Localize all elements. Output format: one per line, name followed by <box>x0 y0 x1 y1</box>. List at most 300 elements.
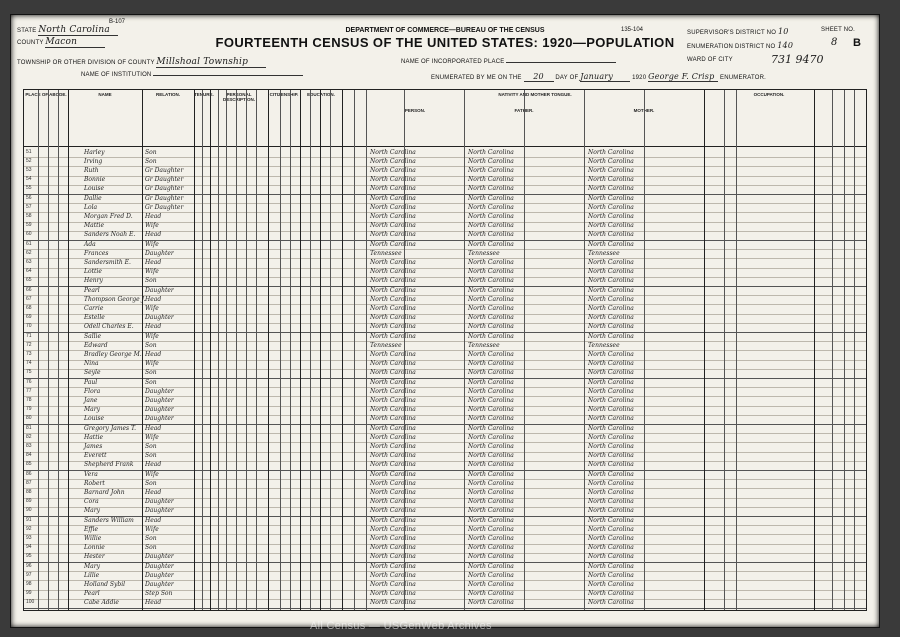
person-name: Robert <box>84 479 105 487</box>
birthplace-father: North Carolina <box>468 304 514 312</box>
birthplace-person: North Carolina <box>370 599 416 607</box>
row-number: 54 <box>26 176 32 183</box>
person-name: Henry <box>84 277 103 285</box>
birthplace-mother: Tennessee <box>588 341 620 349</box>
relation: Head <box>145 212 162 220</box>
row-number: 64 <box>26 268 32 275</box>
relation: Son <box>145 479 157 487</box>
column-rule <box>736 90 737 610</box>
ward-label: WARD OF CITY <box>687 57 733 63</box>
enum-district-field <box>687 41 793 50</box>
column-rule <box>268 90 269 610</box>
person-name: Dallie <box>84 194 102 202</box>
birthplace-mother: North Carolina <box>588 470 634 478</box>
birthplace-mother: North Carolina <box>588 498 634 506</box>
county-value: Macon <box>45 37 105 48</box>
column-rule <box>724 90 725 610</box>
birthplace-person: North Carolina <box>370 258 416 266</box>
birthplace-mother: North Carolina <box>588 212 634 220</box>
birthplace-father: North Carolina <box>468 553 514 561</box>
birthplace-father: North Carolina <box>468 562 514 570</box>
column-rule <box>58 90 59 610</box>
supervisor-field <box>687 27 789 36</box>
relation: Son <box>145 369 157 377</box>
birthplace-father: North Carolina <box>468 516 514 524</box>
birthplace-person: North Carolina <box>370 442 416 450</box>
person-name: Mary <box>84 406 100 414</box>
person-name: Harley <box>84 148 105 156</box>
row-number: 77 <box>26 387 32 394</box>
birthplace-father: North Carolina <box>468 442 514 450</box>
row-number: 90 <box>26 507 32 514</box>
relation: Wife <box>145 525 159 533</box>
birthplace-person: North Carolina <box>370 571 416 579</box>
relation: Son <box>145 534 157 542</box>
person-name: Frances <box>84 249 109 257</box>
column-group-heading: PERSONAL DESCRIPTION. <box>222 92 255 102</box>
birthplace-father: North Carolina <box>468 332 514 340</box>
birthplace-father: North Carolina <box>468 203 514 211</box>
birthplace-father: North Carolina <box>468 424 514 432</box>
birthplace-person: North Carolina <box>370 406 416 414</box>
birthplace-father: North Carolina <box>468 488 514 496</box>
person-name: Sallie <box>84 332 101 340</box>
birthplace-mother: Tennessee <box>588 249 620 257</box>
birthplace-mother: North Carolina <box>588 323 634 331</box>
person-name: Seyle <box>84 369 101 377</box>
relation: Son <box>145 378 157 386</box>
row-number: 76 <box>26 378 32 385</box>
birthplace-father: North Carolina <box>468 157 514 165</box>
birthplace-mother: North Carolina <box>588 157 634 165</box>
birthplace-father: North Carolina <box>468 507 514 515</box>
sheet-side: B <box>853 37 861 49</box>
relation: Son <box>145 148 157 156</box>
birthplace-person: North Carolina <box>370 350 416 358</box>
row-number: 61 <box>26 240 32 247</box>
birthplace-person: North Carolina <box>370 212 416 220</box>
birthplace-father: North Carolina <box>468 222 514 230</box>
column-rule <box>246 90 247 610</box>
person-name: Pearl <box>84 590 100 598</box>
birthplace-mother: North Carolina <box>588 452 634 460</box>
column-group-heading: PLACE OF ABODE. <box>25 92 67 97</box>
person-name: Everett <box>84 452 107 460</box>
birthplace-person: North Carolina <box>370 387 416 395</box>
relation: Wife <box>145 304 159 312</box>
birthplace-mother: North Carolina <box>588 534 634 542</box>
page-title: FOURTEENTH CENSUS OF THE UNITED STATES: 1920—POPULATION <box>215 35 675 50</box>
county-field <box>17 37 105 48</box>
birthplace-father: North Carolina <box>468 415 514 423</box>
column-rule <box>330 90 331 610</box>
birthplace-father: North Carolina <box>468 148 514 156</box>
row-number: 65 <box>26 277 32 284</box>
column-rule <box>354 90 355 610</box>
birthplace-father: North Carolina <box>468 599 514 607</box>
row-number: 66 <box>26 286 32 293</box>
county-label: COUNTY <box>17 40 44 46</box>
person-name: Flora <box>84 387 101 395</box>
birthplace-mother: North Carolina <box>588 185 634 193</box>
birthplace-father: North Carolina <box>468 286 514 294</box>
supervisor-label: SUPERVISOR'S DISTRICT NO <box>687 30 777 36</box>
row-number: 84 <box>26 452 32 459</box>
birthplace-person: North Carolina <box>370 222 416 230</box>
birthplace-father: North Carolina <box>468 277 514 285</box>
person-name: Bonnie <box>84 176 106 184</box>
relation: Daughter <box>145 498 174 506</box>
relation: Head <box>145 323 162 331</box>
birthplace-father: North Carolina <box>468 323 514 331</box>
relation: Head <box>145 424 162 432</box>
person-name: Sanders William <box>84 516 134 524</box>
column-rule <box>280 90 281 610</box>
relation: Daughter <box>145 406 174 414</box>
birthplace-mother: North Carolina <box>588 553 634 561</box>
relation: Daughter <box>145 553 174 561</box>
relation: Head <box>145 295 162 303</box>
column-rule <box>814 90 815 610</box>
relation: Daughter <box>145 580 174 588</box>
relation: Daughter <box>145 571 174 579</box>
birthplace-person: Tennessee <box>370 249 402 257</box>
person-name: Willie <box>84 534 102 542</box>
sheet-label: SHEET NO. <box>821 27 856 33</box>
row-number: 97 <box>26 571 32 578</box>
row-number: 96 <box>26 562 32 569</box>
birthplace-father: Tennessee <box>468 249 500 257</box>
person-name: Gregory James T. <box>84 424 137 432</box>
enum-value: 140 <box>777 41 794 50</box>
row-number: 74 <box>26 360 32 367</box>
row-number: 70 <box>26 323 32 330</box>
township-value: Millshoal Township <box>156 57 266 68</box>
institution-label: NAME OF INSTITUTION <box>81 72 152 78</box>
birthplace-person: Tennessee <box>370 341 402 349</box>
birthplace-person: North Carolina <box>370 378 416 386</box>
person-name: Lonnie <box>84 544 105 552</box>
column-group-heading: NAME <box>98 92 112 97</box>
row-number: 87 <box>26 479 32 486</box>
relation: Son <box>145 341 157 349</box>
column-rule <box>854 90 855 610</box>
column-rule <box>464 90 465 610</box>
person-name: Lottie <box>84 268 102 276</box>
column-header-band <box>24 90 866 147</box>
relation: Gr Daughter <box>145 194 184 202</box>
row-number: 85 <box>26 461 32 468</box>
row-number: 89 <box>26 498 32 505</box>
birthplace-person: North Carolina <box>370 314 416 322</box>
person-name: Ada <box>84 240 96 248</box>
enum-label: ENUMERATION DISTRICT NO <box>687 44 776 50</box>
relation: Daughter <box>145 415 174 423</box>
relation: Head <box>145 461 162 469</box>
person-name: Sanders Noah E. <box>84 231 136 239</box>
relation: Son <box>145 544 157 552</box>
relation: Head <box>145 231 162 239</box>
birthplace-person: North Carolina <box>370 479 416 487</box>
birthplace-father: North Carolina <box>468 369 514 377</box>
birthplace-mother: North Carolina <box>588 590 634 598</box>
column-rule <box>310 90 311 610</box>
township-field <box>17 57 266 68</box>
column-group-heading: TENURE. <box>194 92 214 97</box>
nativity-subheading: PERSON. <box>404 108 426 113</box>
birthplace-mother: North Carolina <box>588 360 634 368</box>
birthplace-person: North Carolina <box>370 525 416 533</box>
birthplace-mother: North Carolina <box>588 268 634 276</box>
birthplace-person: North Carolina <box>370 488 416 496</box>
relation: Head <box>145 516 162 524</box>
day-value: 20 <box>524 72 554 82</box>
nativity-subheading: MOTHER. <box>633 108 655 113</box>
row-number: 83 <box>26 442 32 449</box>
column-rule <box>194 90 195 610</box>
birthplace-mother: North Carolina <box>588 571 634 579</box>
birthplace-father: North Carolina <box>468 176 514 184</box>
column-rule <box>290 90 291 610</box>
person-name: Cabe Addie <box>84 599 119 607</box>
supervisor-value: 10 <box>777 27 789 36</box>
relation: Wife <box>145 240 159 248</box>
birthplace-person: North Carolina <box>370 231 416 239</box>
relation: Gr Daughter <box>145 185 184 193</box>
birthplace-father: North Carolina <box>468 479 514 487</box>
column-group-heading: EDUCATION. <box>307 92 335 97</box>
birthplace-person: North Carolina <box>370 415 416 423</box>
book-code: 135-104 <box>621 27 644 33</box>
birthplace-mother: North Carolina <box>588 580 634 588</box>
birthplace-father: North Carolina <box>468 387 514 395</box>
birthplace-person: North Carolina <box>370 424 416 432</box>
person-name: Carrie <box>84 304 104 312</box>
birthplace-father: Tennessee <box>468 341 500 349</box>
row-number: 59 <box>26 222 32 229</box>
birthplace-father: North Carolina <box>468 461 514 469</box>
day-label: DAY OF <box>555 75 579 81</box>
relation: Head <box>145 599 162 607</box>
birthplace-mother: North Carolina <box>588 332 634 340</box>
relation: Wife <box>145 222 159 230</box>
row-number: 62 <box>26 249 32 256</box>
birthplace-father: North Carolina <box>468 268 514 276</box>
relation: Daughter <box>145 562 174 570</box>
person-name: Hester <box>84 553 105 561</box>
column-rule <box>404 90 405 610</box>
row-number: 94 <box>26 544 32 551</box>
row-number: 92 <box>26 525 32 532</box>
row-number: 56 <box>26 194 32 201</box>
row-number: 52 <box>26 157 32 164</box>
birthplace-mother: North Carolina <box>588 378 634 386</box>
birthplace-mother: North Carolina <box>588 599 634 607</box>
birthplace-father: North Carolina <box>468 350 514 358</box>
birthplace-father: North Carolina <box>468 396 514 404</box>
column-rule <box>844 90 845 610</box>
stamp-numbers: 731 9470 <box>771 53 824 66</box>
birthplace-father: North Carolina <box>468 185 514 193</box>
birthplace-father: North Carolina <box>468 498 514 506</box>
column-rule <box>704 90 705 610</box>
place-label: NAME OF INCORPORATED PLACE <box>401 59 505 65</box>
birthplace-father: North Carolina <box>468 406 514 414</box>
birthplace-mother: North Carolina <box>588 314 634 322</box>
person-name: Nina <box>84 360 99 368</box>
row-number: 51 <box>26 148 32 155</box>
row-number: 67 <box>26 295 32 302</box>
birthplace-mother: North Carolina <box>588 166 634 174</box>
birthplace-mother: North Carolina <box>588 424 634 432</box>
birthplace-person: North Carolina <box>370 534 416 542</box>
birthplace-person: North Carolina <box>370 323 416 331</box>
birthplace-mother: North Carolina <box>588 304 634 312</box>
column-rule <box>320 90 321 610</box>
person-name: Mary <box>84 562 100 570</box>
birthplace-mother: North Carolina <box>588 369 634 377</box>
person-name: Cora <box>84 498 99 506</box>
row-number: 72 <box>26 341 32 348</box>
sheet-field <box>821 27 855 33</box>
birthplace-father: North Carolina <box>468 525 514 533</box>
person-name: Holland Sybil <box>84 580 126 588</box>
relation: Wife <box>145 360 159 368</box>
birthplace-mother: North Carolina <box>588 258 634 266</box>
relation: Daughter <box>145 387 174 395</box>
birthplace-father: North Carolina <box>468 544 514 552</box>
column-rule <box>584 90 585 610</box>
person-name: Louise <box>84 415 105 423</box>
relation: Daughter <box>145 286 174 294</box>
birthplace-father: North Carolina <box>468 231 514 239</box>
birthplace-person: North Carolina <box>370 286 416 294</box>
birthplace-person: North Carolina <box>370 507 416 515</box>
birthplace-person: North Carolina <box>370 185 416 193</box>
person-name: Barnard John <box>84 488 125 496</box>
enumerated-label: ENUMERATED BY ME ON THE <box>431 75 522 81</box>
birthplace-father: North Carolina <box>468 166 514 174</box>
person-name: James <box>84 442 103 450</box>
birthplace-person: North Carolina <box>370 203 416 211</box>
column-group-heading: RELATION. <box>156 92 180 97</box>
person-name: Irving <box>84 157 103 165</box>
relation: Gr Daughter <box>145 176 184 184</box>
row-number: 79 <box>26 406 32 413</box>
birthplace-mother: North Carolina <box>588 406 634 414</box>
relation: Son <box>145 452 157 460</box>
birthplace-person: North Carolina <box>370 396 416 404</box>
census-grid <box>23 89 867 611</box>
ward-field <box>687 57 733 63</box>
relation: Son <box>145 157 157 165</box>
birthplace-person: North Carolina <box>370 461 416 469</box>
column-rule <box>300 90 301 610</box>
birthplace-person: North Carolina <box>370 268 416 276</box>
birthplace-mother: North Carolina <box>588 461 634 469</box>
birthplace-mother: North Carolina <box>588 507 634 515</box>
birthplace-mother: North Carolina <box>588 295 634 303</box>
relation: Gr Daughter <box>145 203 184 211</box>
birthplace-father: North Carolina <box>468 212 514 220</box>
birthplace-person: North Carolina <box>370 148 416 156</box>
person-name: Vera <box>84 470 98 478</box>
relation: Daughter <box>145 396 174 404</box>
person-name: Effie <box>84 525 99 533</box>
relation: Daughter <box>145 249 174 257</box>
relation: Step Son <box>145 590 173 598</box>
person-name: Paul <box>84 378 98 386</box>
person-name: Jane <box>84 396 98 404</box>
row-number: 88 <box>26 488 32 495</box>
row-number: 71 <box>26 332 32 339</box>
person-name: Bradley George M. <box>84 350 142 358</box>
birthplace-person: North Carolina <box>370 332 416 340</box>
relation: Gr Daughter <box>145 166 184 174</box>
birthplace-person: North Carolina <box>370 176 416 184</box>
birthplace-mother: North Carolina <box>588 516 634 524</box>
birthplace-father: North Carolina <box>468 360 514 368</box>
birthplace-mother: North Carolina <box>588 488 634 496</box>
relation: Son <box>145 277 157 285</box>
birthplace-mother: North Carolina <box>588 240 634 248</box>
birthplace-mother: North Carolina <box>588 231 634 239</box>
birthplace-father: North Carolina <box>468 580 514 588</box>
person-name: Odell Charles E. <box>84 323 134 331</box>
column-group-heading: NATIVITY AND MOTHER TONGUE. <box>498 92 572 97</box>
person-name: Lillie <box>84 571 100 579</box>
birthplace-person: North Carolina <box>370 590 416 598</box>
relation: Wife <box>145 268 159 276</box>
birthplace-person: North Carolina <box>370 194 416 202</box>
birthplace-person: North Carolina <box>370 304 416 312</box>
birthplace-father: North Carolina <box>468 295 514 303</box>
birthplace-person: North Carolina <box>370 470 416 478</box>
column-rule <box>218 90 219 610</box>
birthplace-mother: North Carolina <box>588 525 634 533</box>
row-number: 58 <box>26 212 32 219</box>
township-label: TOWNSHIP OR OTHER DIVISION OF COUNTY <box>17 60 155 66</box>
institution-field <box>81 72 303 78</box>
birthplace-person: North Carolina <box>370 240 416 248</box>
birthplace-father: North Carolina <box>468 240 514 248</box>
birthplace-mother: North Carolina <box>588 194 634 202</box>
birthplace-person: North Carolina <box>370 277 416 285</box>
relation: Wife <box>145 332 159 340</box>
birthplace-mother: North Carolina <box>588 286 634 294</box>
row-number: 60 <box>26 231 32 238</box>
row-number: 98 <box>26 580 32 587</box>
birthplace-mother: North Carolina <box>588 442 634 450</box>
column-rule <box>524 90 525 610</box>
birthplace-person: North Carolina <box>370 553 416 561</box>
birthplace-person: North Carolina <box>370 433 416 441</box>
person-name: Lola <box>84 203 98 211</box>
birthplace-father: North Carolina <box>468 258 514 266</box>
row-number: 81 <box>26 424 32 431</box>
relation: Head <box>145 488 162 496</box>
column-rule <box>210 90 211 610</box>
column-rule <box>644 90 645 610</box>
column-rule <box>226 90 227 610</box>
row-number: 68 <box>26 304 32 311</box>
birthplace-person: North Carolina <box>370 452 416 460</box>
birthplace-mother: North Carolina <box>588 387 634 395</box>
year-value: 1920 <box>632 75 647 81</box>
row-number: 78 <box>26 396 32 403</box>
relation: Daughter <box>145 314 174 322</box>
person-name: Sandersmith E. <box>84 258 131 266</box>
